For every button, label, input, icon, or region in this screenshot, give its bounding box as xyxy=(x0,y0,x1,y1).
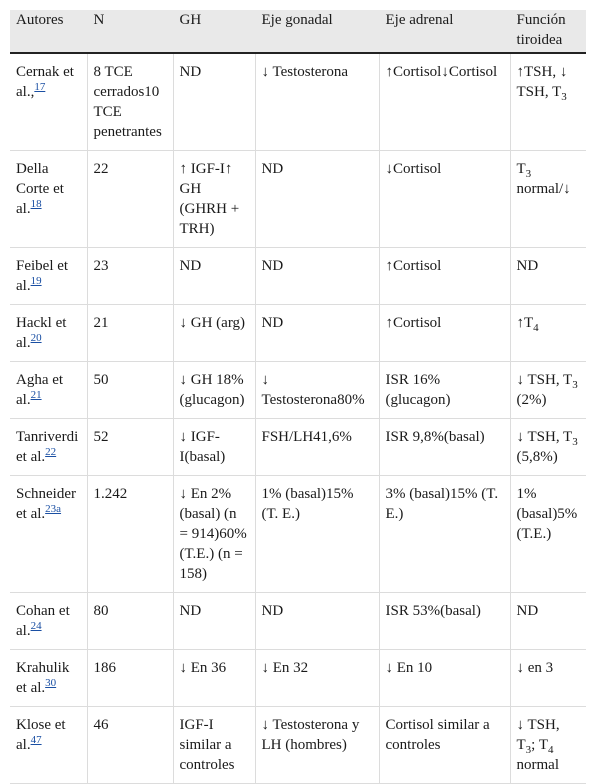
cell-eje-adrenal: ISR 53%(basal) xyxy=(379,593,510,650)
author-name: Krahulik et al. xyxy=(16,660,70,696)
cell-gh: ↓ En 36 xyxy=(173,650,255,707)
cell-autor xyxy=(10,650,87,707)
header-eje-adrenal: Eje adrenal xyxy=(379,10,510,53)
author-name: Feibel et al. xyxy=(16,258,69,294)
cell-eje-gonadal: ↓ Testosterona80% xyxy=(255,362,379,419)
cell-eje-gonadal: ND xyxy=(255,151,379,248)
cell-autor xyxy=(10,362,87,419)
subscript: 3 xyxy=(572,379,578,391)
cell-n: 46 xyxy=(87,707,173,784)
cell-funcion-tiroidea xyxy=(510,650,586,707)
author-name: Della Corte et al. xyxy=(16,161,64,217)
cell-gh: ↓ En 2% (basal) (n = 914)60% (T.E.) (n = 158) xyxy=(173,476,255,593)
cell-n: 1.242 xyxy=(87,476,173,593)
reference-link[interactable]: 22 xyxy=(45,446,57,458)
tiroidea-text: ↓ en 3 xyxy=(516,660,554,676)
cell-autor xyxy=(10,476,87,593)
cell-eje-adrenal: ↓Cortisol xyxy=(379,151,510,248)
table-row xyxy=(10,362,586,419)
cell-eje-adrenal: ↑Cortisol↓Cortisol xyxy=(379,53,510,151)
subscript: 4 xyxy=(547,744,554,756)
cell-gh: ↓ IGF-I(basal) xyxy=(173,419,255,476)
subscript: 3 xyxy=(561,91,567,103)
cell-n: 186 xyxy=(87,650,173,707)
table-row xyxy=(10,419,586,476)
cell-autor xyxy=(10,593,87,650)
table-row xyxy=(10,305,586,362)
cell-gh: ND xyxy=(173,593,255,650)
cell-autor xyxy=(10,53,87,151)
cell-eje-gonadal: ↓ Testosterona y LH (hombres) xyxy=(255,707,379,784)
header-n: N xyxy=(87,10,173,53)
cell-eje-adrenal: Cortisol similar a controles xyxy=(379,707,510,784)
header-row xyxy=(10,10,586,53)
subscript: 3 xyxy=(525,744,532,756)
reference-link[interactable]: 17 xyxy=(34,81,46,93)
author-name: Cernak et al., xyxy=(16,64,74,100)
cell-funcion-tiroidea xyxy=(510,53,586,151)
subscript: 4 xyxy=(533,322,539,334)
cell-eje-gonadal: ↓ Testosterona xyxy=(255,53,379,151)
tiroidea-text: ↓ TSH, T xyxy=(516,717,560,753)
cell-gh: ND xyxy=(173,53,255,151)
cell-eje-adrenal: ↑Cortisol xyxy=(379,305,510,362)
tiroidea-text: ↓ TSH, T xyxy=(516,429,573,445)
tiroidea-text: ND xyxy=(516,603,539,619)
reference-link[interactable]: 30 xyxy=(45,677,57,689)
cell-autor xyxy=(10,151,87,248)
cell-n: 8 TCE cerrados10 TCE penetrantes xyxy=(87,53,173,151)
cell-eje-adrenal: ↓ En 10 xyxy=(379,650,510,707)
author-name: Schneider et al. xyxy=(16,486,76,522)
cell-eje-gonadal: FSH/LH41,6% xyxy=(255,419,379,476)
cell-funcion-tiroidea xyxy=(510,419,586,476)
author-name: Klose et al. xyxy=(16,717,66,753)
table-row xyxy=(10,707,586,784)
header-gh: GH xyxy=(173,10,255,53)
cell-eje-adrenal: ↑Cortisol xyxy=(379,248,510,305)
cell-eje-adrenal: 3% (basal)15% (T. E.) xyxy=(379,476,510,593)
cell-autor xyxy=(10,707,87,784)
cell-funcion-tiroidea xyxy=(510,362,586,419)
tiroidea-text: T xyxy=(516,161,526,177)
cell-eje-gonadal: ND xyxy=(255,593,379,650)
hormone-table xyxy=(10,10,586,784)
tiroidea-text: (5,8%) xyxy=(516,449,558,465)
cell-autor xyxy=(10,305,87,362)
table-row xyxy=(10,650,586,707)
reference-link[interactable]: 24 xyxy=(30,620,42,632)
cell-gh: ↓ GH (arg) xyxy=(173,305,255,362)
cell-gh: ↑ IGF-I↑ GH (GHRH + TRH) xyxy=(173,151,255,248)
tiroidea-text: ↓ TSH, T xyxy=(516,372,573,388)
reference-link[interactable]: 20 xyxy=(30,332,42,344)
tiroidea-text: ↑T xyxy=(516,315,534,331)
cell-autor xyxy=(10,248,87,305)
table-row xyxy=(10,593,586,650)
cell-funcion-tiroidea xyxy=(510,707,586,784)
cell-gh: ND xyxy=(173,248,255,305)
cell-funcion-tiroidea xyxy=(510,248,586,305)
cell-n: 23 xyxy=(87,248,173,305)
cell-gh: IGF-I similar a controles xyxy=(173,707,255,784)
cell-eje-adrenal: ISR 9,8%(basal) xyxy=(379,419,510,476)
author-name: Cohan et al. xyxy=(16,603,70,639)
subscript: 3 xyxy=(572,436,578,448)
tiroidea-text: normal xyxy=(516,757,559,773)
reference-link[interactable]: 21 xyxy=(30,389,42,401)
header-autores: Autores xyxy=(10,10,87,53)
table-row xyxy=(10,151,586,248)
reference-link[interactable]: 19 xyxy=(30,275,42,287)
tiroidea-text: ↑TSH, ↓ TSH, T xyxy=(516,64,568,100)
tiroidea-text: ; T xyxy=(531,737,548,753)
cell-eje-adrenal: ISR 16% (glucagon) xyxy=(379,362,510,419)
header-funcion-tiroidea: Función tiroidea xyxy=(510,10,586,53)
author-name: Hackl et al. xyxy=(16,315,67,351)
cell-eje-gonadal: 1% (basal)15% (T. E.) xyxy=(255,476,379,593)
cell-n: 52 xyxy=(87,419,173,476)
cell-gh: ↓ GH 18% (glucagon) xyxy=(173,362,255,419)
subscript: 3 xyxy=(525,168,532,180)
cell-n: 50 xyxy=(87,362,173,419)
table-row xyxy=(10,53,586,151)
cell-n: 22 xyxy=(87,151,173,248)
cell-funcion-tiroidea xyxy=(510,151,586,248)
cell-funcion-tiroidea xyxy=(510,593,586,650)
reference-link[interactable]: 47 xyxy=(30,734,42,746)
tiroidea-text: ND xyxy=(516,258,539,274)
reference-link[interactable]: 23a xyxy=(45,503,62,515)
reference-link[interactable]: 18 xyxy=(30,198,42,210)
tiroidea-text: normal/↓ xyxy=(516,181,571,197)
tiroidea-text: 1% (basal)5% (T.E.) xyxy=(516,486,578,542)
cell-funcion-tiroidea xyxy=(510,305,586,362)
cell-eje-gonadal: ND xyxy=(255,248,379,305)
cell-eje-gonadal: ND xyxy=(255,305,379,362)
table-row xyxy=(10,476,586,593)
cell-autor xyxy=(10,419,87,476)
cell-n: 21 xyxy=(87,305,173,362)
cell-n: 80 xyxy=(87,593,173,650)
author-name: Agha et al. xyxy=(16,372,64,408)
header-eje-gonadal: Eje gonadal xyxy=(255,10,379,53)
table-row xyxy=(10,248,586,305)
cell-eje-gonadal: ↓ En 32 xyxy=(255,650,379,707)
author-name: Tanriverdi et al. xyxy=(16,429,79,465)
cell-funcion-tiroidea xyxy=(510,476,586,593)
tiroidea-text: (2%) xyxy=(516,392,547,408)
